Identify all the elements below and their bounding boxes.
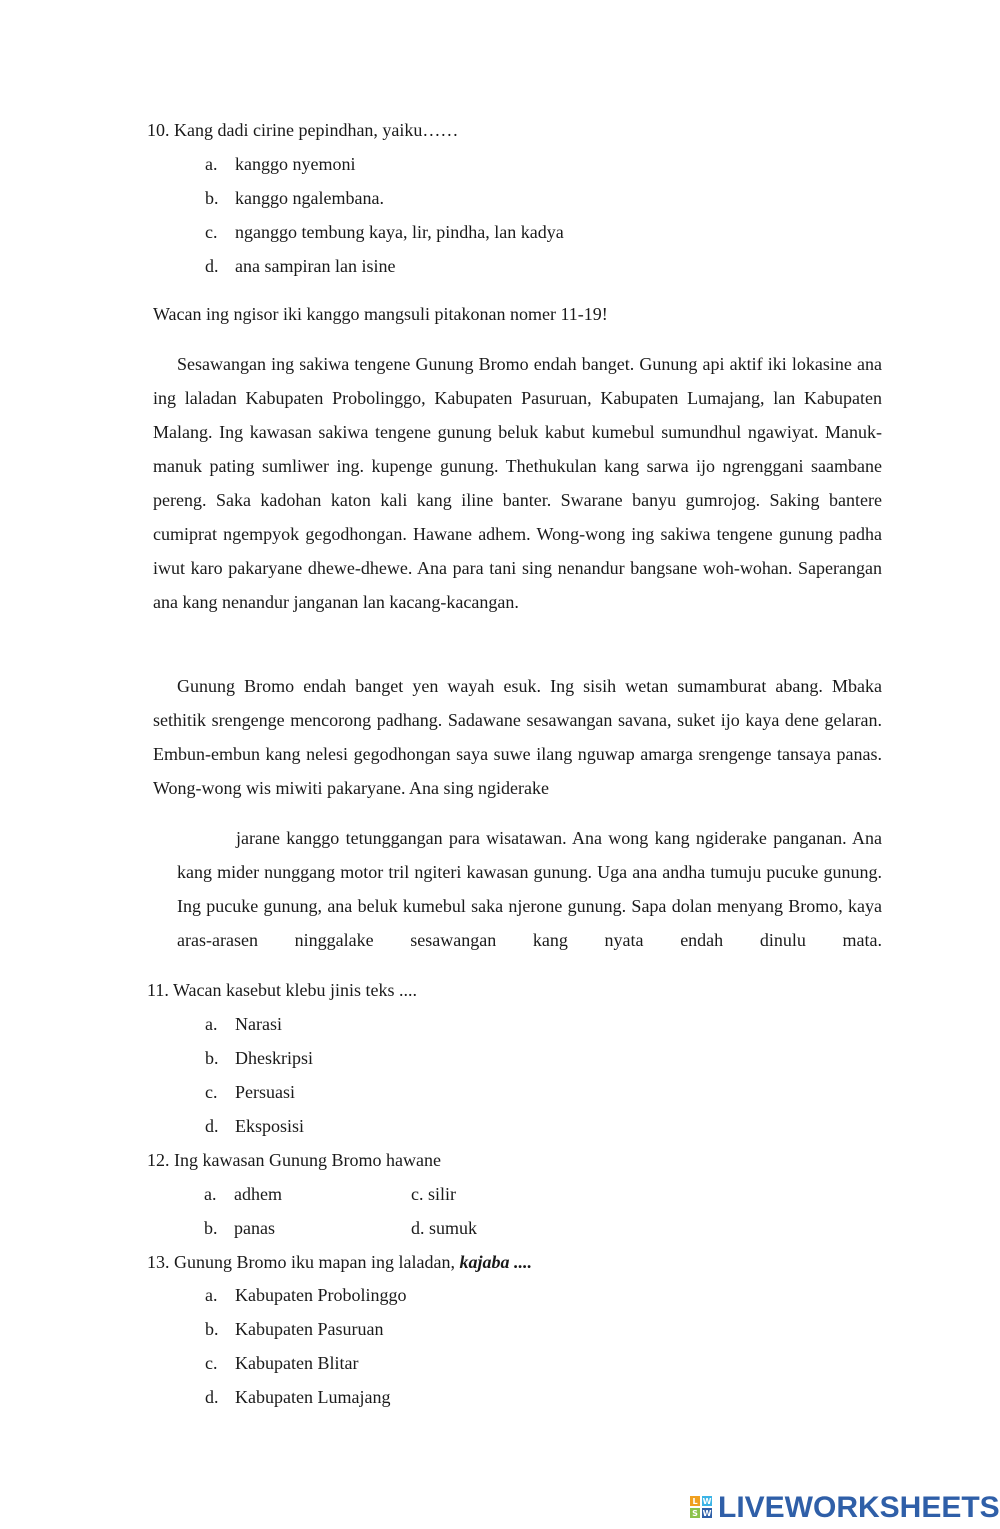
brand-name: LIVEWORKSHEETS bbox=[718, 1491, 1000, 1524]
question-11: 11. Wacan kasebut klebu jinis teks .... bbox=[147, 980, 417, 1000]
logo-grid-icon bbox=[690, 1496, 714, 1520]
q13-option-d: d. Kabupaten Lumajang bbox=[205, 1387, 391, 1407]
passage-paragraph-2: Gunung Bromo endah banget yen wayah esuk. Ing sisih wetan sumamburat abang. Mbaka sethitik srengenge mencorong padhang. Sadawane sesawangan savana, suket ijo kaya dene gelaran. Embun-embun kang nelesi gegodhongan saya suwe ilang nguwap amarga srengenge tansaya panas. Wong-wong wis miwiti pakaryane. Ana sing ngiderake bbox=[153, 676, 882, 798]
q13-option-a: a. Kabupaten Probolinggo bbox=[205, 1285, 407, 1305]
question-12: 12. Ing kawasan Gunung Bromo hawane bbox=[147, 1150, 441, 1170]
question-13-emphasis: kajaba .... bbox=[459, 1252, 532, 1272]
q10-option-d: d. ana sampiran lan isine bbox=[205, 256, 396, 276]
q11-option-d: d. Eksposisi bbox=[205, 1116, 305, 1136]
q13-option-b: b. Kabupaten Pasuruan bbox=[205, 1319, 384, 1339]
q12-option-d: d. sumuk bbox=[411, 1218, 478, 1238]
logo-cell: W bbox=[702, 1508, 712, 1518]
logo-cell: L bbox=[690, 1496, 700, 1506]
passage-paragraph-1: Sesawangan ing sakiwa tengene Gunung Bromo endah banget. Gunung api aktif iki lokasine ana ing laladan Kabupaten Probolinggo, Kabupaten Pasuruan, Kabupaten Lumajang, lan Kabupaten Malang. Ing kawasan sakiwa tengene gunung beluk kabut kumebul sumundhul ngawiyat. Manuk-manuk pating sumliwer ing. kupenge gunung. Thethukulan kang sarwa ijo ngrenggani saambane pereng. Saka kadohan katon kali kang iline banter. Swarane banyu gumrojog. Saking bantere cumiprat ngempyok gegodhongan. Hawane adhem. Wong-wong ing sakiwa tengene gunung padha iwut karo pakaryane dhewe-dhewe. Ana para tani sing nenandur bangsane woh-wohan. Saperangan ana kang nenandur janganan lan kacang-kacangan. bbox=[153, 354, 882, 612]
q11-option-c: c. Persuasi bbox=[205, 1082, 295, 1102]
logo-cell: S bbox=[690, 1508, 700, 1518]
q11-option-a: a. Narasi bbox=[205, 1014, 282, 1034]
passage-paragraph-3: jarane kanggo tetunggangan para wisatawan. Ana wong kang ngiderake panganan. Ana kang mider nunggang motor tril ngiteri kawasan gunung. Uga ana andha tumuju pucuke gunung. Ing pucuke gunung, ana beluk kumebul saka njerone gunung. Sapa dolan menyang Bromo, kaya aras-arasen ninggalake sesawangan kang nyata endah dinulu mata. bbox=[177, 828, 882, 950]
question-10: 10. Kang dadi cirine pepindhan, yaiku…… bbox=[147, 120, 459, 140]
q11-option-b: b. Dheskripsi bbox=[205, 1048, 313, 1068]
question-13: 13. Gunung Bromo iku mapan ing laladan, kajaba .... bbox=[147, 1252, 532, 1272]
reading-instruction: Wacan ing ngisor iki kanggo mangsuli pitakonan nomer 11-19! bbox=[153, 304, 608, 324]
q12-option-a: a. adhem bbox=[204, 1184, 282, 1204]
q10-option-b: b. kanggo ngalembana. bbox=[205, 188, 384, 208]
logo-cell: W bbox=[702, 1496, 712, 1506]
q12-option-c: c. silir bbox=[411, 1184, 457, 1204]
q13-option-c: c. Kabupaten Blitar bbox=[205, 1353, 359, 1373]
liveworksheets-logo[interactable] bbox=[690, 1490, 1000, 1526]
q10-option-c: c. nganggo tembung kaya, lir, pindha, lan kadya bbox=[205, 222, 564, 242]
q12-option-b: b. panas bbox=[204, 1218, 275, 1238]
q10-option-a: a. kanggo nyemoni bbox=[205, 154, 356, 174]
